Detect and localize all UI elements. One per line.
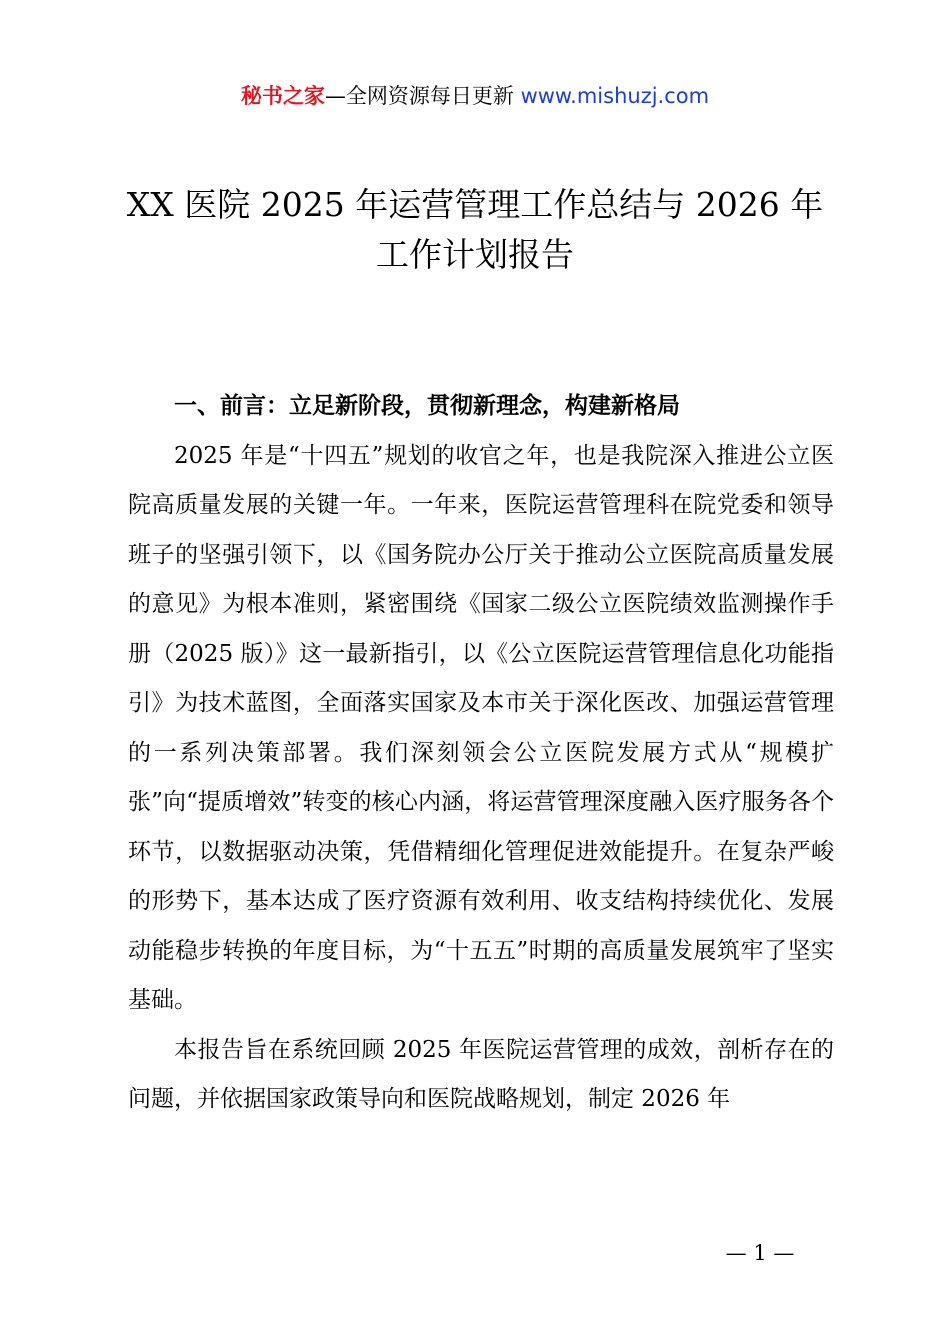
section-heading: 一、前言：立足新阶段，贯彻新理念，构建新格局 [174,393,680,419]
body-paragraph: 2025 年是“十四五”规划的收官之年，也是我院深入推进公立医院高质量发展的关键一年。一年来，医院运营管理科在院党委和领导班子的坚强引领下，以《国务院办公厅关于推动公立医院高质量发展的意见》为根本准则，紧密围绕《国家二级公立医院绩效监测操作手册（2025 版）》这一最新指引，以《公立医院运营管理信息化功能指引》为技术蓝图，全面落实国家及本市关于深化医改、加强运营管理的一系列决策部署。我们深刻领会公立医院发展方式从“规模扩张”向“提质增效”转变的核心内涵，将运营管理深度融入医疗服务各个环节，以数据驱动决策，凭借精细化管理促进效能提升。在复杂严峻的形势下，基本达成了医疗资源有效利用、收支结构持续优化、发展动能稳步转换的年度目标，为“十五五”时期的高质量发展筑牢了坚实基础。 [128,442,834,1013]
header-tagline: —全网资源每日更新 [324,84,514,108]
title-line-1: XX 医院 2025 年运营管理工作总结与 2026 年 [126,185,824,224]
document-body [128,382,834,1125]
brand-name: 秘书之家 [240,84,325,108]
page-number: — 1 — [725,1241,795,1265]
document-title [100,180,850,280]
body-paragraph: 本报告旨在系统回顾 2025 年医院运营管理的成效，剖析存在的问题，并依据国家政策导向和医院战略规划，制定 2026 年 [128,1036,834,1112]
site-url-link[interactable]: www.mishuzj.com [520,84,710,108]
title-line-2: 工作计划报告 [376,235,574,274]
site-header [0,80,950,112]
